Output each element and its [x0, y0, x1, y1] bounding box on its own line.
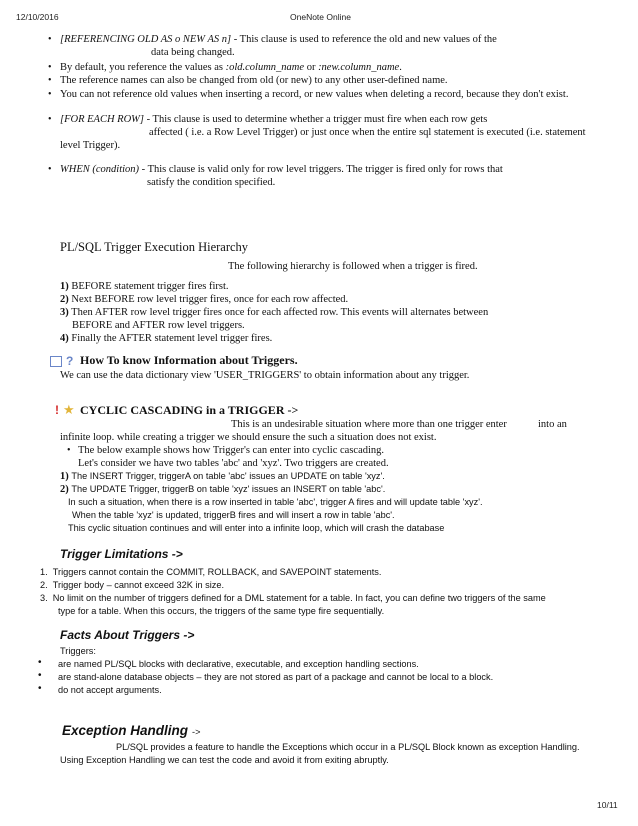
- referencing-clause: [REFERENCING OLD AS o NEW AS n] - This clause is used to reference the old and new values of the: [60, 34, 497, 45]
- exception-line2: Using Exception Handling we can test the code and avoid it from exiting abruptly.: [60, 755, 389, 765]
- for-each-clause-cont: affected ( i.e. a Row Level Trigger) or just once when the entire sql statement is executed (i.e. statement: [149, 127, 586, 138]
- fact-item: are named PL/SQL blocks with declarative, executable, and exception handling sections.: [58, 659, 419, 669]
- limitation-item: 1. Triggers cannot contain the COMMIT, ROLLBACK, and SAVEPOINT statements.: [40, 567, 382, 577]
- cyclic-para2: When the table 'xyz' is updated, triggerB fires and will insert a row in table 'abc'.: [72, 510, 395, 520]
- cyclic-title: CYCLIC CASCADING in a TRIGGER ->: [80, 403, 299, 417]
- cyclic-step2: 2) The UPDATE Trigger, triggerB on table 'xyz' issues an INSERT on table 'abc'.: [60, 484, 386, 495]
- bullet-dot: •: [48, 62, 52, 73]
- hierarchy-item: 3) Then AFTER row level trigger fires once for each affected row. This events will alternates between: [60, 307, 489, 318]
- header-app-title: OneNote Online: [290, 12, 351, 22]
- hierarchy-item: 2) Next BEFORE row level trigger fires, once for each row affected.: [60, 294, 349, 305]
- cyclic-para3: This cyclic situation continues and will enter into a infinite loop, which will crash the database: [68, 523, 445, 533]
- cannot-ref-text: You can not reference old values when inserting a record, or new values when deleting a record, because they don't exist.: [60, 89, 569, 100]
- exception-line1: PL/SQL provides a feature to handle the Exceptions which occur in a PL/SQL Block known as exception Handling.: [116, 742, 580, 752]
- hierarchy-item-cont: BEFORE and AFTER row level triggers.: [72, 320, 245, 331]
- exception-title: Exception Handling: [62, 723, 189, 738]
- checkbox-icon: [50, 356, 62, 367]
- when-clause: WHEN (condition) - This clause is valid only for row level triggers. The trigger is fired only for rows that: [60, 164, 503, 175]
- cyclic-line1: This is an undesirable situation where more than one trigger enter: [231, 419, 507, 430]
- cyclic-step1: 1) The INSERT Trigger, triggerA on table 'abc' issues an UPDATE on table 'xyz'.: [60, 471, 385, 482]
- names-change-text: The reference names can also be changed from old (or new) to any other user-defined name.: [60, 75, 448, 86]
- bullet-dot: •: [48, 75, 52, 86]
- bullet-dot: •: [38, 683, 42, 694]
- hierarchy-intro: The following hierarchy is followed when a trigger is fired.: [228, 261, 478, 272]
- info-text: We can use the data dictionary view 'USER_TRIGGERS' to obtain information about any trigger.: [60, 370, 470, 381]
- limitation-item: 3. No limit on the number of triggers defined for a DML statement for a table. In fact, you can define two triggers of the same: [40, 593, 546, 603]
- referencing-clause-cont: data being changed.: [151, 47, 235, 58]
- cyclic-para1: In such a situation, when there is a row inserted in table 'abc', trigger A fires and will update table 'xyz'.: [68, 497, 483, 507]
- limitation-item: 2. Trigger body – cannot exceed 32K in size.: [40, 580, 225, 590]
- todo-tag: [50, 352, 73, 370]
- header-date: 12/10/2016: [16, 12, 59, 22]
- bullet-dot: •: [38, 657, 42, 668]
- important-tag: [55, 401, 75, 419]
- exception-arrow: ->: [192, 727, 201, 737]
- bullet-dot: •: [48, 114, 52, 125]
- limitations-title: Trigger Limitations ->: [60, 547, 183, 561]
- bullet-dot: •: [38, 670, 42, 681]
- limitation-item-cont: type for a table. When this occurs, the triggers of the same type fire sequentially.: [58, 606, 385, 616]
- hierarchy-title: PL/SQL Trigger Execution Hierarchy: [60, 240, 249, 254]
- bullet-dot: •: [48, 89, 52, 100]
- cyclic-bullet: The below example shows how Trigger's can enter into cyclic cascading.: [78, 445, 385, 456]
- bullet-dot: •: [67, 445, 71, 456]
- cyclic-consider: Let's consider we have two tables 'abc' and 'xyz'. Two triggers are created.: [78, 458, 389, 469]
- when-clause-cont: satisfy the condition specified.: [147, 177, 276, 188]
- bullet-dot: •: [48, 34, 52, 45]
- for-each-clause-cont2: level Trigger).: [60, 140, 121, 151]
- cyclic-line2: infinite loop. while creating a trigger we should ensure the such a situation does not exist.: [60, 432, 437, 443]
- default-ref-text: By default, you reference the values as :old.column_name or :new.column_name.: [60, 62, 402, 73]
- exception-heading: [62, 722, 200, 740]
- for-each-clause: [FOR EACH ROW] - This clause is used to determine whether a trigger must fire when each row gets: [60, 114, 488, 125]
- hierarchy-item: 1) BEFORE statement trigger fires first.: [60, 281, 229, 292]
- question-icon: ?: [66, 354, 74, 368]
- cyclic-line1-end: into an: [538, 419, 567, 430]
- info-title: How To know Information about Triggers.: [80, 353, 298, 367]
- facts-intro: Triggers:: [60, 646, 96, 656]
- page-number: 10/11: [597, 800, 618, 810]
- hierarchy-item: 4) Finally the AFTER statement level trigger fires.: [60, 333, 273, 344]
- bullet-dot: •: [48, 164, 52, 175]
- facts-title: Facts About Triggers ->: [60, 628, 195, 642]
- fact-item: do not accept arguments.: [58, 685, 162, 695]
- exclamation-icon: !: [55, 403, 59, 417]
- fact-item: are stand-alone database objects – they are not stored as part of a package and cannot be local to a block.: [58, 672, 494, 682]
- star-icon: ★: [63, 402, 75, 417]
